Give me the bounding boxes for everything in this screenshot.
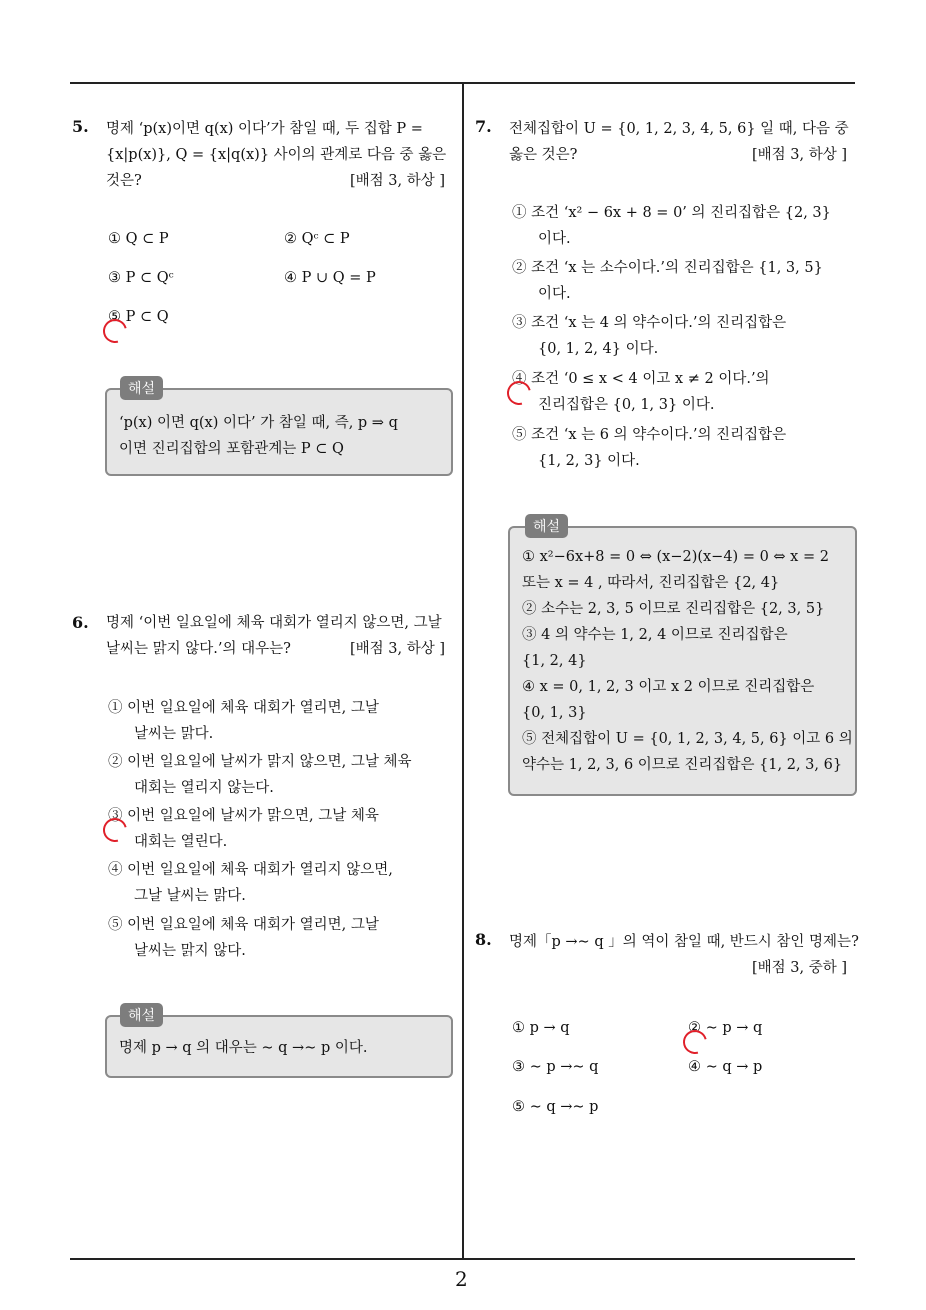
question-number: 5. (72, 117, 89, 136)
question-number: 6. (72, 613, 89, 632)
option-2[interactable]: ② 조건 ‘x 는 소수이다.’의 진리집합은 {1, 3, 5} 이다. (512, 260, 823, 302)
solution-text: 명제 p → q 의 대우는 ∼ q →∼ p 이다. (119, 1040, 368, 1056)
option-3[interactable]: ③ P ⊂ Qᶜ (108, 270, 174, 286)
option-5[interactable]: ⑤ ∼ q →∼ p (512, 1099, 599, 1115)
question-text: 명제 ‘이번 일요일에 체육 대회가 열리지 않으면, 그날 날씨는 맑지 않다.’의 대우는? (106, 615, 442, 657)
points-label: [배점 3, 하상 ] (350, 641, 446, 657)
solution-tag: 해설 (120, 1003, 163, 1027)
option-4[interactable]: ④ ∼ q → p (688, 1059, 763, 1075)
option-1[interactable]: ① 조건 ‘x² − 6x + 8 = 0’ 의 진리집합은 {2, 3} 이다. (512, 205, 831, 247)
solution-text: ① x²−6x+8 = 0 ⇔ (x−2)(x−4) = 0 ⇔ x = 2 또는 x = 4 , 따라서, 진리집합은 {2, 4} ② 소수는 2, 3, 5 이므로 진리집합은 {2, 3, 5} ③ 4 의 약수는 1, 2, 4 이므로 진리집합은 {1, 2, 4} ④ x = 0, 1, 2, 3 이고 x 2 이므로 진리집합은 {0, 1, 3} ⑤ 전체집합이 U = {0, 1, 2, 3, 4, 5, 6} 이고 6 의 약수는 1, 2, 3, 6 이므로 진리집합은 {1, 2, 3, 6} (522, 549, 853, 773)
option-1[interactable]: ① p → q (512, 1020, 570, 1036)
points-label: [배점 3, 하상 ] (752, 147, 848, 163)
question-text: 명제「p →∼ q 」의 역이 참일 때, 반드시 참인 명제는? (509, 934, 859, 950)
solution-box (508, 526, 857, 796)
question-number: 7. (475, 117, 492, 136)
option-3[interactable]: ③ ∼ p →∼ q (512, 1059, 599, 1075)
option-1[interactable]: ① Q ⊂ P (108, 231, 169, 247)
solution-box (105, 388, 453, 476)
option-3[interactable]: ③ 조건 ‘x 는 4 의 약수이다.’의 진리집합은 {0, 1, 2, 4} 이다. (512, 315, 787, 357)
solution-tag: 해설 (120, 376, 163, 400)
page-number: 2 (455, 1267, 468, 1291)
question-text: 전체집합이 U = {0, 1, 2, 3, 4, 5, 6} 일 때, 다음 중 옳은 것은? (509, 121, 849, 163)
option-4[interactable]: ④ P ∪ Q = P (284, 270, 376, 286)
option-5[interactable]: ⑤ P ⊂ Q (108, 304, 169, 330)
question-number: 8. (475, 930, 492, 949)
points-label: [배점 3, 중하 ] (752, 960, 848, 976)
bottom-rule (70, 1258, 855, 1260)
solution-tag: 해설 (525, 514, 568, 538)
option-2[interactable]: ② 이번 일요일에 날씨가 맑지 않으면, 그날 체육 대회는 열리지 않는다. (108, 754, 412, 796)
option-5[interactable]: ⑤ 조건 ‘x 는 6 의 약수이다.’의 진리집합은 {1, 2, 3} 이다. (512, 427, 787, 469)
option-2[interactable]: ② ∼ p → q (688, 1015, 762, 1041)
points-label: [배점 3, 하상 ] (350, 173, 446, 189)
option-2[interactable]: ② Qᶜ ⊂ P (284, 231, 350, 247)
question-text: 명제 ‘p(x)이면 q(x) 이다’가 참일 때, 두 집합 P = {x|p(x)}, Q = {x|q(x)} 사이의 관계로 다음 중 옳은 것은? (106, 121, 447, 189)
option-3[interactable]: ③ 이번 일요일에 날씨가 맑으면, 그날 체육 대회는 열린다. (108, 803, 379, 855)
option-5[interactable]: ⑤ 이번 일요일에 체육 대회가 열리면, 그날 날씨는 맑지 않다. (108, 917, 379, 959)
solution-text: ‘p(x) 이면 q(x) 이다’ 가 참일 때, 즉, p ⇒ q 이면 진리집합의 포함관계는 P ⊂ Q (119, 415, 398, 457)
option-4[interactable]: ④ 조건 ‘0 ≤ x < 4 이고 x ≠ 2 이다.’의 진리집합은 {0, 1, 3} 이다. (512, 366, 770, 418)
option-4[interactable]: ④ 이번 일요일에 체육 대회가 열리지 않으면, 그날 날씨는 맑다. (108, 862, 393, 904)
column-divider (462, 82, 464, 1258)
option-1[interactable]: ① 이번 일요일에 체육 대회가 열리면, 그날 날씨는 맑다. (108, 700, 379, 742)
